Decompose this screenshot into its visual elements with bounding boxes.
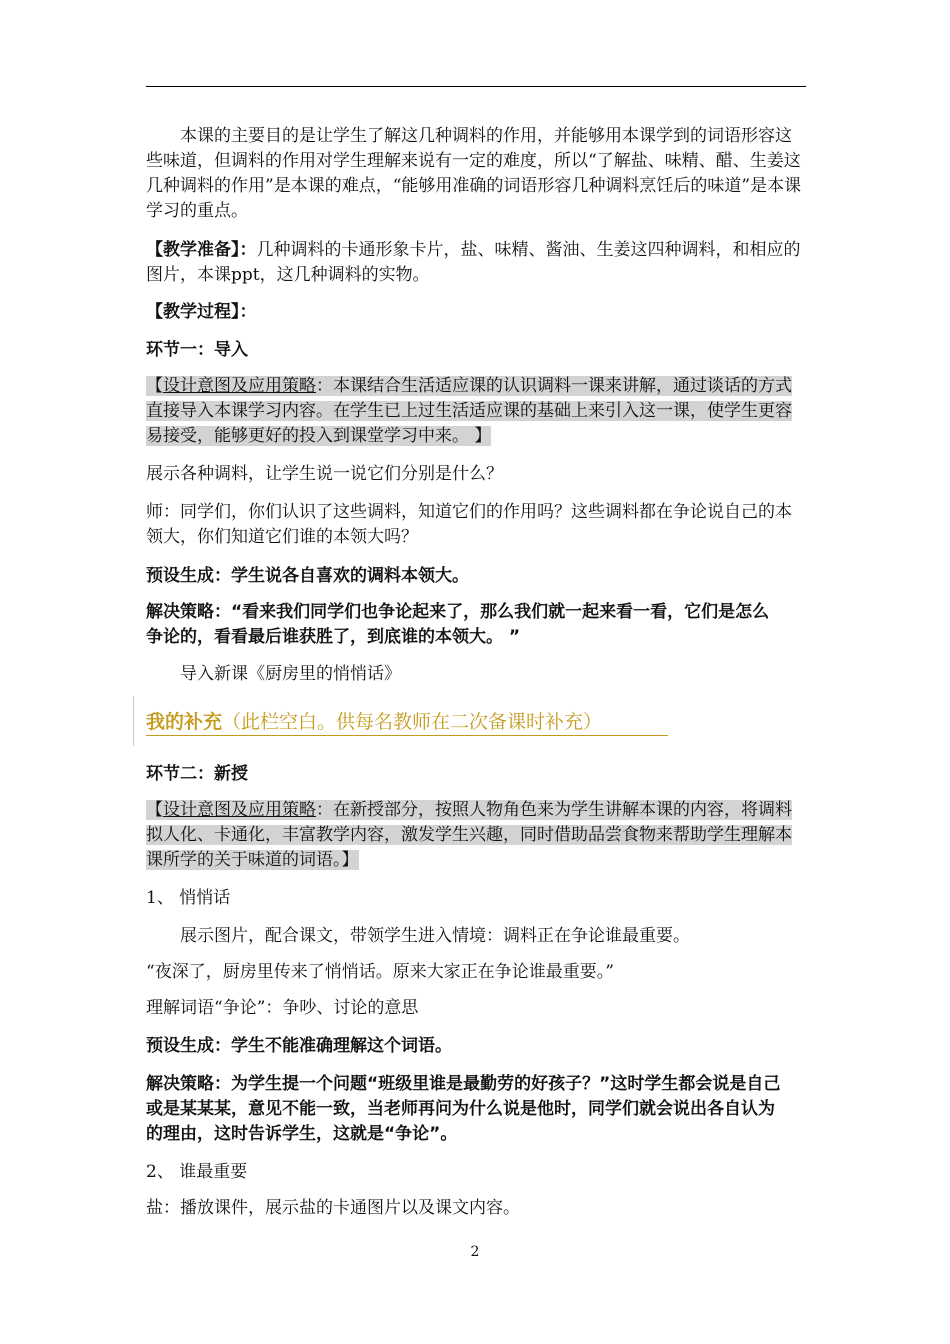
prep-label: 【教学准备】： [146,240,257,260]
section2-para3: 理解词语“争论”：争吵、讨论的意思 [146,998,419,1018]
section1-para1: 展示各种调料，让学生说一说它们分别是什么？ [146,464,503,484]
section1-design-text: ：本课结合生活适应课的认识调料一课来讲解，通过谈话的方式直接导入本课学习内容。在学生已上过生活适应课的基础上来引入这一课，使学生更容易接受，能够更好的投入到课堂学习中来。 】 [146,376,792,446]
section1-para2: 师：同学们，你们认识了这些调料，知道它们的作用吗？这些调料都在争论说自己的本领大，你们知道它们谁的本领大吗？ [146,502,792,547]
supplement-text: （此栏空白。供每名教师在二次备课时补充） [222,711,603,733]
section2-para1: 展示图片，配合课文，带领学生进入情境：调料正在争论谁最重要。 [180,926,690,946]
section2-design-open: 【 [146,800,163,820]
section1-title: 环节一：导入 [146,340,248,360]
intro-paragraph: 本课的主要目的是让学生了解这几种调料的作用，并能够用本课学到的词语形容这些味道，但调料的作用对学生理解来说有一定的难度，所以“了解盐、味精、醋、生姜这几种调料的作用”是本课的难点，“能够用准确的词语形容几种调料烹饪后的味道”是本课学习的重点。 [146,126,802,221]
section2-design-label: 设计意图及应用策略 [163,800,316,820]
section1-lead: 导入新课《厨房里的悄悄话》 [180,664,401,684]
supplement-label: 我的补充 [146,711,223,733]
section2-preset: 预设生成：学生不能准确理解这个词语。 [146,1036,452,1056]
supplement-line [146,710,808,735]
section1-strategy: 解决策略：“看来我们同学们也争论起来了，那么我们就一起来看一看，它们是怎么争论的，看看最后谁获胜了，到底谁的本领大。 ” [146,602,770,647]
section2-design-note [146,798,808,873]
process-heading: 【教学过程】： [146,302,257,322]
section1-design-note [146,374,808,449]
section1-design-open: 【 [146,376,163,396]
section2-item1: 1、 悄悄话 [146,888,231,908]
supplement-underline [146,735,668,736]
supplement-side-rule [133,696,134,746]
section1-preset: 预设生成：学生说各自喜欢的调料本领大。 [146,566,469,586]
page-number: 2 [470,1244,480,1260]
header-rule [146,86,806,87]
section2-strategy: 解决策略：为学生提一个问题“班级里谁是最勤劳的好孩子？”这时学生都会说是自己或是某某某，意见不能一致，当老师再问为什么说是他时，同学们就会说出各自认为的理由，这时告诉学生，这就是“争论”。 [146,1074,781,1144]
section1-design-label: 设计意图及应用策略 [163,376,316,396]
prep-paragraph [146,238,808,288]
section2-para2: “夜深了，厨房里传来了悄悄话。原来大家正在争论谁最重要。” [146,962,614,982]
section2-item2: 2、 谁最重要 [146,1162,248,1182]
section2-title: 环节二：新授 [146,764,248,784]
section2-design-text: ：在新授部分，按照人物角色来为学生讲解本课的内容，将调料拟人化、卡通化，丰富教学内容，激发学生兴趣，同时借助品尝食物来帮助学生理解本课所学的关于味道的词语。】 [146,800,792,870]
prep-text: 几种调料的卡通形象卡片，盐、味精、酱油、生姜这四种调料，和相应的图片，本课ppt，这几种调料的实物。 [146,240,801,285]
section2-para4: 盐：播放课件，展示盐的卡通图片以及课文内容。 [146,1198,520,1218]
